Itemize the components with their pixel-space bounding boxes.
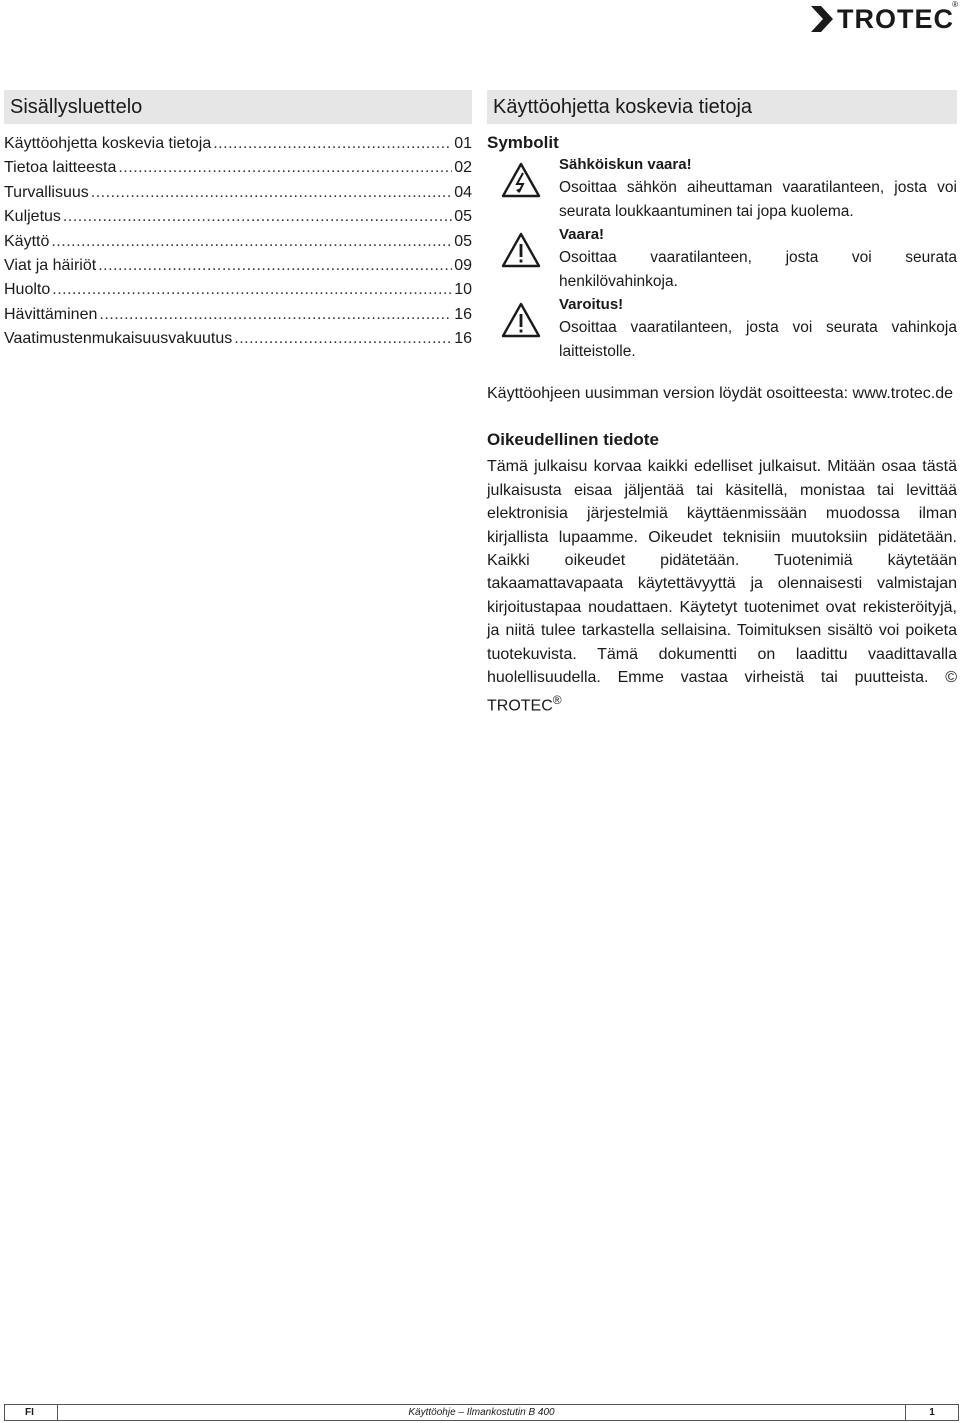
brand-registered-mark: ® bbox=[952, 0, 958, 9]
toc-leader-dots bbox=[118, 156, 452, 180]
toc-item[interactable] bbox=[4, 132, 472, 156]
symbol-description: Osoittaa vaaratilanteen, josta voi seurata henkilövahinkoja. bbox=[559, 249, 957, 290]
toc-item-page: 09 bbox=[454, 257, 472, 275]
toc-item-page: 16 bbox=[454, 330, 472, 348]
toc-item[interactable] bbox=[4, 254, 472, 278]
symbol-description: Osoittaa vaaratilanteen, josta voi seurata vahinkoja laitteistolle. bbox=[559, 319, 957, 360]
symbol-danger bbox=[487, 224, 957, 294]
footer-page-number: 1 bbox=[929, 1407, 935, 1418]
symbols-heading: Symbolit bbox=[487, 133, 559, 152]
symbol-title: Vaara! bbox=[559, 226, 605, 243]
copyright-registered-mark: ® bbox=[552, 693, 562, 708]
toc-list bbox=[4, 132, 472, 352]
toc-item[interactable] bbox=[4, 181, 472, 205]
toc-leader-dots bbox=[63, 205, 452, 229]
toc-item[interactable] bbox=[4, 230, 472, 254]
latest-version-note: Käyttöohjeen uusimman version löydät osoitteesta: www.trotec.de bbox=[487, 385, 954, 402]
copyright-text: © TROTEC bbox=[487, 669, 957, 715]
info-title: Käyttöohjetta koskevia tietoja bbox=[487, 90, 957, 124]
warning-icon bbox=[501, 232, 541, 268]
legal-text: Tämä julkaisu korvaa kaikki edelliset julkaisut. Mitään osaa tästä julkaisusta eisaa jäljentää tai käsitellä, monistaa tai levittää elektronisia järjestelmiä käyttäenmissään muodossa ilman kirjallista lupaamme. Oikeudet teknisiin muutoksiin pidätetään. Kaikki oikeudet pidätetään. Tuotenimiä käytetään takaamattavapaata käytettävyyttä ja olennaisesti valmistajan kirjoitustapaa noudattaen. Käytetyt tuotenimet ovat rekisteröityjä, ja niitä tulee tarkastella sellaisina. Toimituksen sisältö voi poiketa tuotekuvista. Tämä dokumentti on laadittu vaadittavalla huolellisuudella. Emme vastaa virheistä tai puutteista. bbox=[487, 458, 957, 687]
toc-leader-dots bbox=[234, 327, 452, 351]
toc-item[interactable] bbox=[4, 278, 472, 302]
toc-leader-dots bbox=[91, 181, 452, 205]
toc-title: Sisällysluettelo bbox=[4, 90, 472, 124]
toc-item-page: 01 bbox=[454, 135, 472, 152]
symbol-electric-shock bbox=[487, 154, 957, 224]
toc-item-page: 04 bbox=[454, 183, 472, 201]
toc-item-label: Huolto bbox=[4, 281, 51, 299]
toc-item[interactable] bbox=[4, 303, 472, 327]
trotec-arrow-icon bbox=[811, 6, 833, 32]
page-footer bbox=[4, 1404, 959, 1421]
toc-leader-dots bbox=[99, 303, 452, 327]
toc-item-label: Kuljetus bbox=[4, 208, 61, 226]
toc-leader-dots bbox=[98, 254, 452, 278]
toc-item-page: 10 bbox=[454, 281, 472, 299]
toc-item-page: 05 bbox=[454, 232, 472, 250]
toc-section bbox=[4, 90, 472, 352]
legal-heading: Oikeudellinen tiedote bbox=[487, 430, 659, 450]
toc-leader-dots bbox=[51, 230, 452, 254]
toc-item-page: 05 bbox=[454, 208, 472, 226]
symbol-title: Sähköiskun vaara! bbox=[559, 156, 692, 173]
toc-item-label: Käyttöohjetta koskevia tietoja bbox=[4, 135, 212, 152]
symbol-caution bbox=[487, 294, 957, 364]
electric-shock-warning-icon bbox=[501, 162, 541, 198]
caution-icon bbox=[501, 302, 541, 338]
toc-item-label: Viat ja häiriöt bbox=[4, 257, 97, 275]
toc-item-label: Turvallisuus bbox=[4, 183, 89, 201]
symbol-title: Varoitus! bbox=[559, 296, 624, 313]
toc-item[interactable] bbox=[4, 327, 472, 351]
toc-item-label: Tietoa laitteesta bbox=[4, 159, 117, 177]
toc-item-label: Vaatimustenmukaisuusvakuutus bbox=[4, 330, 233, 348]
brand-name: TROTEC bbox=[837, 3, 954, 34]
symbol-description: Osoittaa sähkön aiheuttaman vaaratilanteen, josta voi seurata loukkaantuminen tai jopa kuolema. bbox=[559, 179, 957, 220]
toc-item-label: Käyttö bbox=[4, 232, 50, 250]
toc-item[interactable] bbox=[4, 205, 472, 229]
toc-item-label: Hävittäminen bbox=[4, 305, 98, 323]
info-section bbox=[487, 90, 957, 718]
toc-item[interactable] bbox=[4, 156, 472, 180]
toc-leader-dots bbox=[213, 132, 452, 156]
toc-item-page: 16 bbox=[454, 305, 472, 323]
trotec-logo bbox=[811, 0, 958, 34]
legal-notice bbox=[487, 455, 957, 718]
toc-item-page: 02 bbox=[454, 159, 472, 177]
footer-language: FI bbox=[25, 1407, 34, 1418]
footer-document-title: Käyttöohje – Ilmankostutin B 400 bbox=[57, 1405, 906, 1420]
toc-leader-dots bbox=[52, 278, 452, 302]
